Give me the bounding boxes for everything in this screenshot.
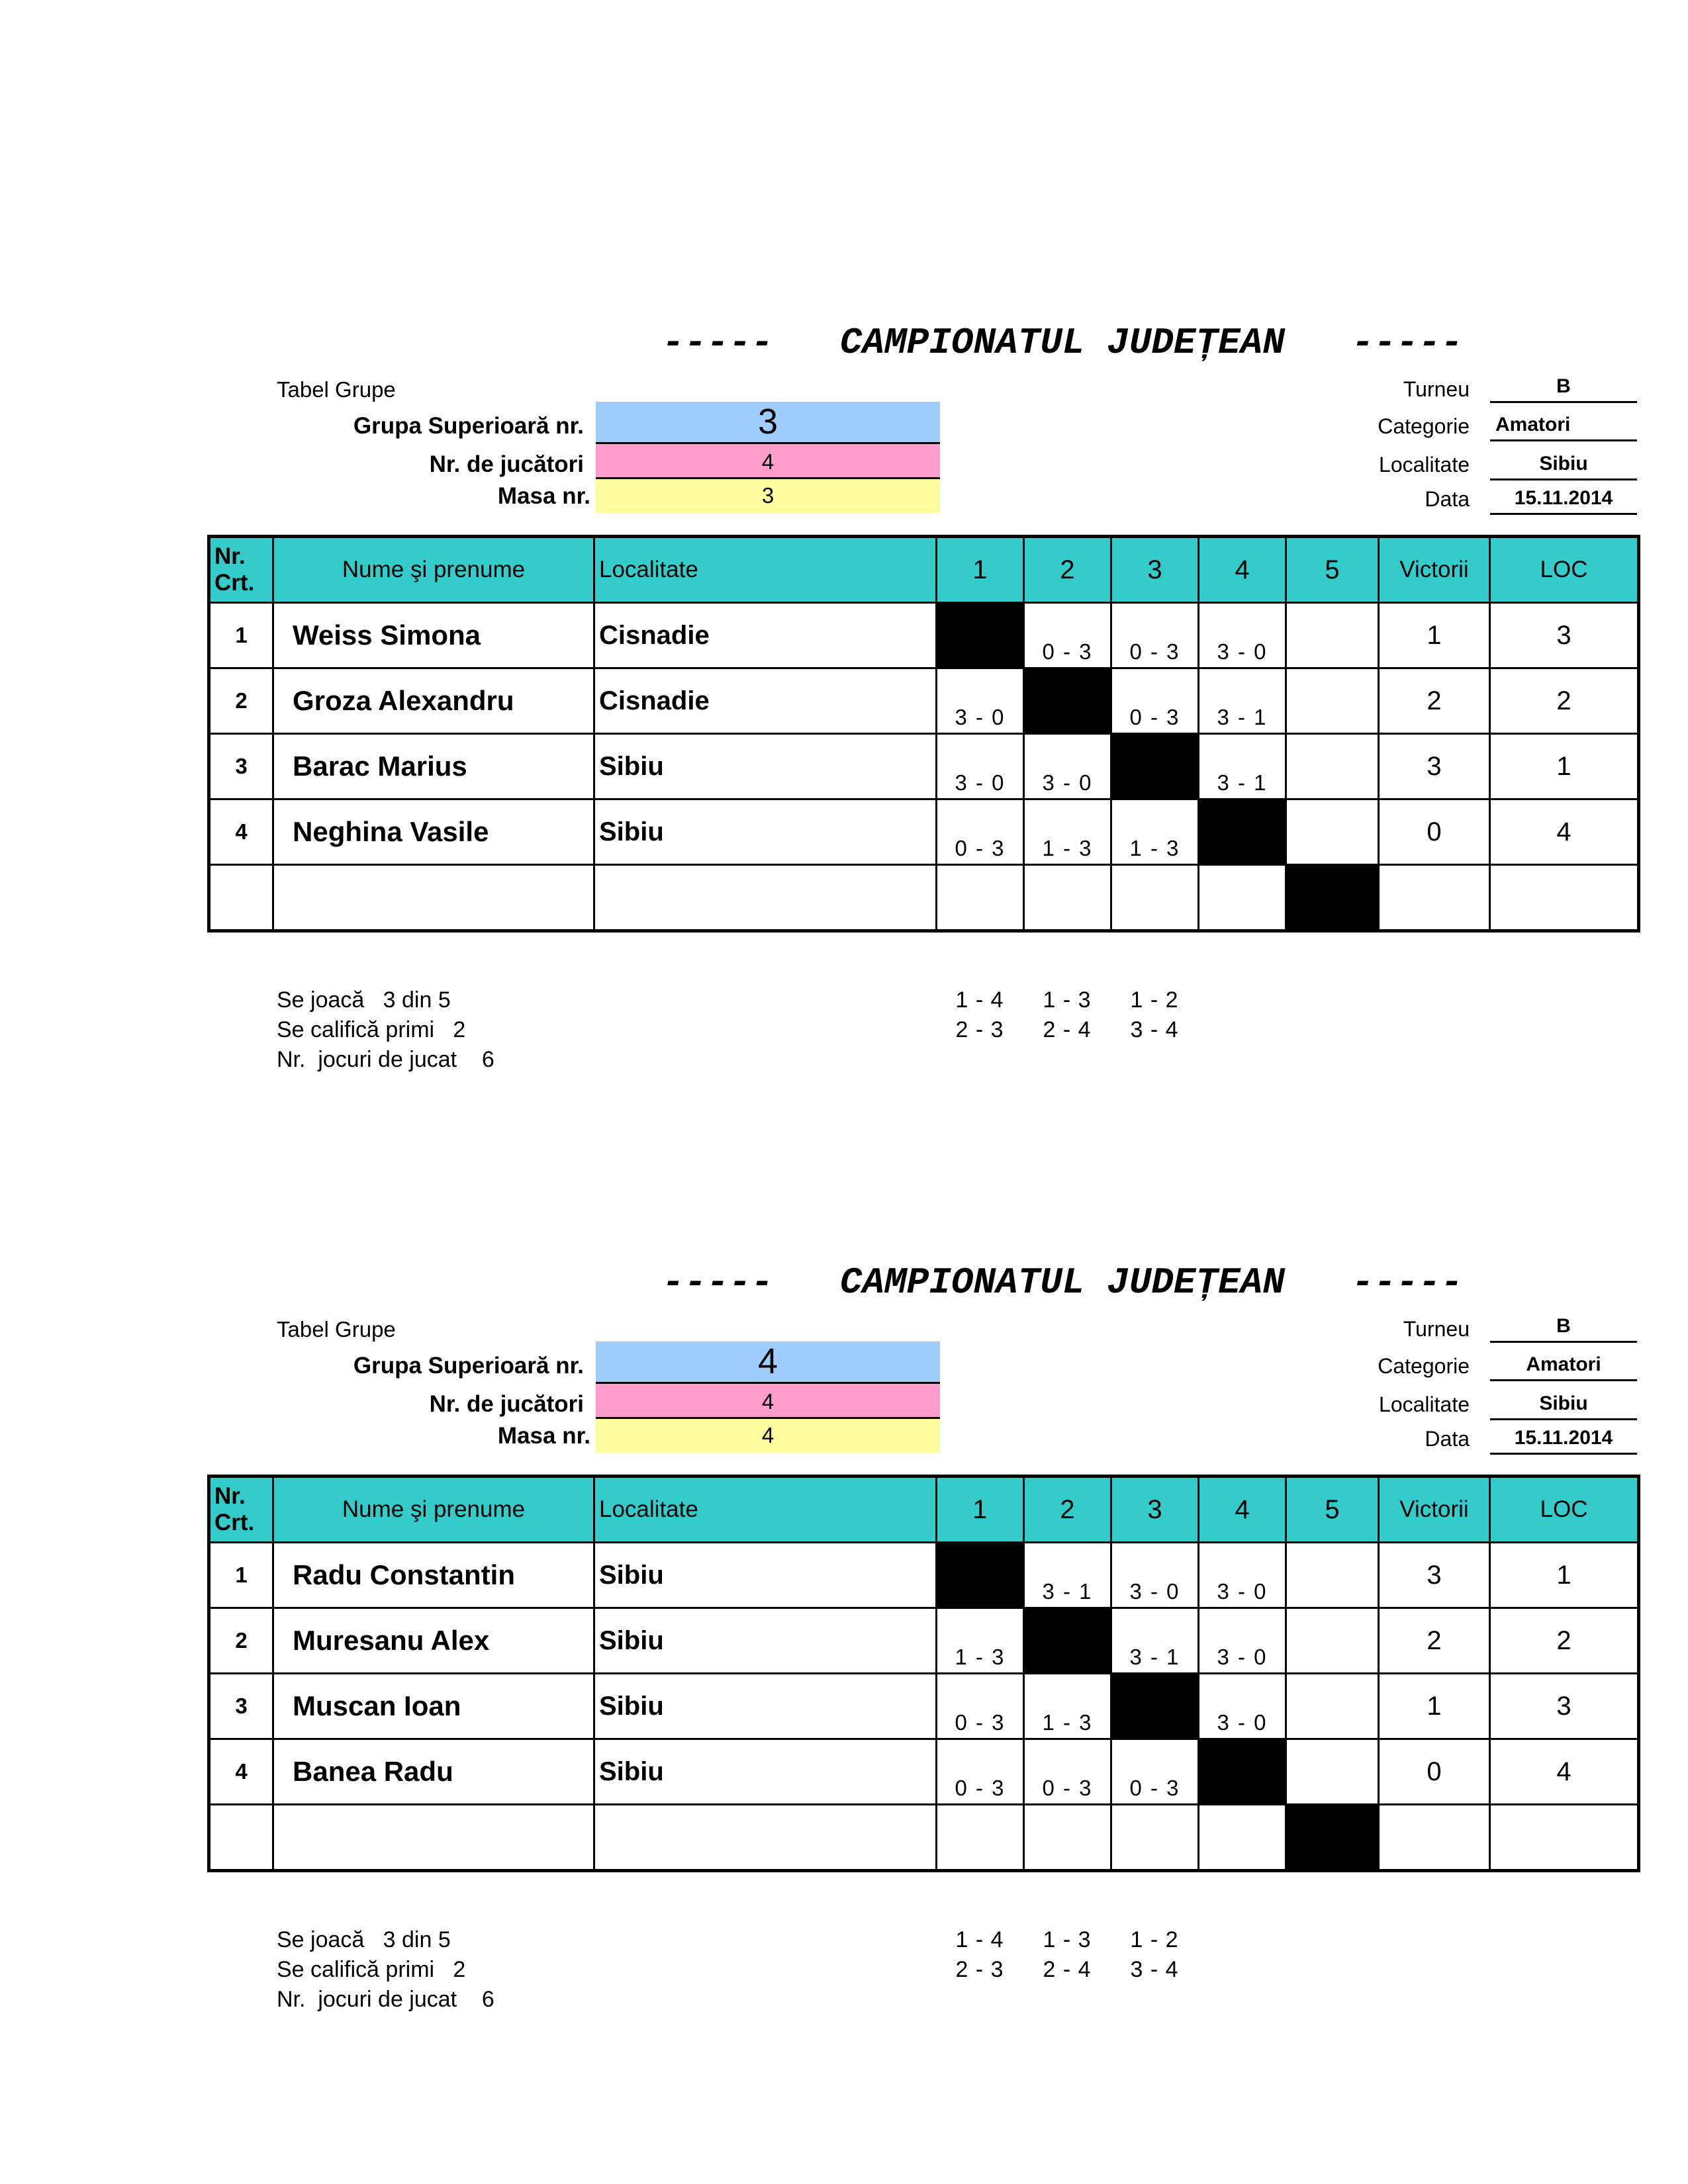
player-locality xyxy=(594,865,937,931)
place-cell: 4 xyxy=(1490,1739,1639,1805)
categorie-label: Categorie xyxy=(1378,414,1470,438)
self-match-cell xyxy=(937,603,1024,668)
row-index: 1 xyxy=(209,1543,273,1608)
place-cell: 2 xyxy=(1490,1608,1639,1674)
place-cell: 3 xyxy=(1490,1674,1639,1739)
player-locality: Cisnadie xyxy=(594,603,937,668)
score-cell: 0 - 3 xyxy=(1024,1739,1111,1805)
score-cell: 3 - 0 xyxy=(937,668,1024,734)
players-count-field: 4 xyxy=(596,444,940,479)
players-count-field: 4 xyxy=(596,1384,940,1419)
score-cell: 3 - 0 xyxy=(937,734,1024,799)
results-table xyxy=(207,1475,1640,1872)
player-locality: Sibiu xyxy=(594,1739,937,1805)
localitate-value: Sibiu xyxy=(1490,1389,1637,1420)
pairing: 1 - 2 xyxy=(1130,1927,1179,1952)
player-locality: Sibiu xyxy=(594,1608,937,1674)
score-cell: 0 - 3 xyxy=(1024,603,1111,668)
player-name: Banea Radu xyxy=(273,1739,594,1805)
score-cell: 3 - 1 xyxy=(1024,1543,1111,1608)
players-label: Nr. de jucători xyxy=(429,451,584,477)
place-cell: 3 xyxy=(1490,603,1639,668)
wins-cell: 2 xyxy=(1379,668,1490,734)
header-col-4: 4 xyxy=(1199,1477,1286,1543)
score-cell xyxy=(1111,1805,1199,1871)
player-locality: Sibiu xyxy=(594,1674,937,1739)
data-label: Data xyxy=(1425,487,1470,511)
place-cell: 1 xyxy=(1490,1543,1639,1608)
table-row xyxy=(209,734,1639,799)
tabel-grupe-label: Tabel Grupe xyxy=(277,1317,396,1342)
header-col-1: 1 xyxy=(937,537,1024,603)
header-nr-crt: Nr. Crt. xyxy=(209,1477,273,1543)
header-col-5: 5 xyxy=(1286,537,1379,603)
table-number-field: 3 xyxy=(596,479,940,513)
wins-cell: 0 xyxy=(1379,1739,1490,1805)
table-row xyxy=(209,799,1639,865)
table-row xyxy=(209,1739,1639,1805)
player-locality: Sibiu xyxy=(594,734,937,799)
header-locality: Localitate xyxy=(594,537,937,603)
player-name: Muresanu Alex xyxy=(273,1608,594,1674)
wins-cell: 3 xyxy=(1379,734,1490,799)
score-cell xyxy=(1286,668,1379,734)
self-match-cell xyxy=(937,1543,1024,1608)
player-name xyxy=(273,1805,594,1871)
score-cell: 0 - 3 xyxy=(1111,1739,1199,1805)
pairing: 1 - 2 xyxy=(1130,987,1179,1013)
localitate-label: Localitate xyxy=(1379,453,1470,477)
player-locality: Sibiu xyxy=(594,799,937,865)
place-cell xyxy=(1490,865,1639,931)
group-block-1 xyxy=(0,0,1688,1072)
player-name: Barac Marius xyxy=(273,734,594,799)
table-header-row xyxy=(209,537,1639,603)
table-row xyxy=(209,1608,1639,1674)
data-value: 15.11.2014 xyxy=(1490,484,1637,515)
score-cell: 3 - 0 xyxy=(1199,1608,1286,1674)
footer-qualify: Se califică primi 2 xyxy=(277,1017,466,1042)
score-cell xyxy=(1286,603,1379,668)
players-label: Nr. de jucători xyxy=(429,1391,584,1417)
pairing: 2 - 4 xyxy=(1043,1017,1092,1042)
header-name: Nume şi prenume xyxy=(273,537,594,603)
turneu-value: B xyxy=(1490,1312,1637,1343)
header-place: LOC xyxy=(1490,537,1639,603)
group-label: Grupa Superioară nr. xyxy=(353,413,584,439)
pairing: 1 - 4 xyxy=(955,987,1004,1013)
categorie-value: Amatori xyxy=(1490,1350,1637,1381)
header-col-1: 1 xyxy=(937,1477,1024,1543)
self-match-cell xyxy=(1024,668,1111,734)
wins-cell: 2 xyxy=(1379,1608,1490,1674)
wins-cell: 0 xyxy=(1379,799,1490,865)
table-number-field: 4 xyxy=(596,1419,940,1453)
score-cell: 0 - 3 xyxy=(937,799,1024,865)
score-cell: 3 - 0 xyxy=(1199,603,1286,668)
player-name: Neghina Vasile xyxy=(273,799,594,865)
score-cell xyxy=(937,1805,1024,1871)
header-col-2: 2 xyxy=(1024,537,1111,603)
turneu-label: Turneu xyxy=(1403,377,1470,401)
header-col-3: 3 xyxy=(1111,537,1199,603)
place-cell: 4 xyxy=(1490,799,1639,865)
pairing: 2 - 3 xyxy=(955,1957,1004,1982)
header-col-2: 2 xyxy=(1024,1477,1111,1543)
categorie-label: Categorie xyxy=(1378,1354,1470,1378)
table-row xyxy=(209,668,1639,734)
score-cell: 0 - 3 xyxy=(1111,668,1199,734)
row-index: 2 xyxy=(209,668,273,734)
self-match-cell xyxy=(1286,1805,1379,1871)
row-index: 2 xyxy=(209,1608,273,1674)
pairing: 2 - 4 xyxy=(1043,1957,1092,1982)
score-cell: 3 - 0 xyxy=(1111,1543,1199,1608)
score-cell: 3 - 0 xyxy=(1199,1674,1286,1739)
score-cell: 1 - 3 xyxy=(1024,799,1111,865)
row-index xyxy=(209,1805,273,1871)
group-block-2 xyxy=(0,940,1688,2012)
self-match-cell xyxy=(1111,734,1199,799)
footer-games-format: Se joacă 3 din 5 xyxy=(277,987,451,1013)
group-number-field: 4 xyxy=(596,1342,940,1384)
wins-cell: 1 xyxy=(1379,1674,1490,1739)
header-col-3: 3 xyxy=(1111,1477,1199,1543)
data-label: Data xyxy=(1425,1427,1470,1451)
score-cell xyxy=(1199,865,1286,931)
self-match-cell xyxy=(1199,799,1286,865)
header-locality: Localitate xyxy=(594,1477,937,1543)
data-value: 15.11.2014 xyxy=(1490,1424,1637,1455)
place-cell: 2 xyxy=(1490,668,1639,734)
self-match-cell xyxy=(1199,1739,1286,1805)
header-place: LOC xyxy=(1490,1477,1639,1543)
score-cell xyxy=(1111,865,1199,931)
header-nr-crt: Nr. Crt. xyxy=(209,537,273,603)
row-index: 3 xyxy=(209,734,273,799)
footer-games-format: Se joacă 3 din 5 xyxy=(277,1927,451,1952)
self-match-cell xyxy=(1286,865,1379,931)
score-cell: 3 - 0 xyxy=(1199,1543,1286,1608)
table-row-empty xyxy=(209,1805,1639,1871)
self-match-cell xyxy=(1024,1608,1111,1674)
score-cell xyxy=(1286,734,1379,799)
place-cell xyxy=(1490,1805,1639,1871)
row-index: 1 xyxy=(209,603,273,668)
table-header-row xyxy=(209,1477,1639,1543)
score-cell: 0 - 3 xyxy=(937,1739,1024,1805)
header-wins: Victorii xyxy=(1379,1477,1490,1543)
pairing: 1 - 3 xyxy=(1043,1927,1092,1952)
table-row xyxy=(209,1674,1639,1739)
pairing: 1 - 4 xyxy=(955,1927,1004,1952)
score-cell: 1 - 3 xyxy=(937,1608,1024,1674)
score-cell xyxy=(1286,1739,1379,1805)
score-cell: 0 - 3 xyxy=(937,1674,1024,1739)
player-name: Radu Constantin xyxy=(273,1543,594,1608)
wins-cell xyxy=(1379,865,1490,931)
localitate-value: Sibiu xyxy=(1490,449,1637,480)
table-row xyxy=(209,1543,1639,1608)
player-locality: Cisnadie xyxy=(594,668,937,734)
score-cell: 1 - 3 xyxy=(1111,799,1199,865)
header-wins: Victorii xyxy=(1379,537,1490,603)
self-match-cell xyxy=(1111,1674,1199,1739)
score-cell xyxy=(1286,799,1379,865)
table-row xyxy=(209,603,1639,668)
pairing: 3 - 4 xyxy=(1130,1017,1179,1042)
page-title: ----- CAMPIONATUL JUDEȚEAN ----- xyxy=(662,322,1463,364)
pairing: 1 - 3 xyxy=(1043,987,1092,1013)
score-cell xyxy=(1286,1543,1379,1608)
score-cell xyxy=(1199,1805,1286,1871)
row-index: 4 xyxy=(209,799,273,865)
results-table xyxy=(207,535,1640,933)
turneu-value: B xyxy=(1490,372,1637,403)
pairing: 3 - 4 xyxy=(1130,1957,1179,1982)
group-label: Grupa Superioară nr. xyxy=(353,1353,584,1379)
score-cell: 3 - 0 xyxy=(1024,734,1111,799)
score-cell xyxy=(1024,1805,1111,1871)
header-col-5: 5 xyxy=(1286,1477,1379,1543)
page-title: ----- CAMPIONATUL JUDEȚEAN ----- xyxy=(662,1261,1463,1304)
localitate-label: Localitate xyxy=(1379,1392,1470,1416)
player-name: Weiss Simona xyxy=(273,603,594,668)
score-cell: 3 - 1 xyxy=(1111,1608,1199,1674)
pairings-row-2 xyxy=(936,1957,1198,1983)
row-index xyxy=(209,865,273,931)
categorie-value: Amatori xyxy=(1490,410,1637,441)
group-number-field: 3 xyxy=(596,402,940,444)
wins-cell: 3 xyxy=(1379,1543,1490,1608)
row-index: 3 xyxy=(209,1674,273,1739)
score-cell xyxy=(1024,865,1111,931)
table-label: Masa nr. xyxy=(497,483,590,509)
score-cell: 3 - 1 xyxy=(1199,668,1286,734)
row-index: 4 xyxy=(209,1739,273,1805)
score-cell xyxy=(937,865,1024,931)
player-name: Muscan Ioan xyxy=(273,1674,594,1739)
wins-cell: 1 xyxy=(1379,603,1490,668)
player-locality xyxy=(594,1805,937,1871)
score-cell xyxy=(1286,1674,1379,1739)
player-name: Groza Alexandru xyxy=(273,668,594,734)
score-cell: 3 - 1 xyxy=(1199,734,1286,799)
place-cell: 1 xyxy=(1490,734,1639,799)
table-label: Masa nr. xyxy=(497,1423,590,1449)
player-name xyxy=(273,865,594,931)
header-name: Nume şi prenume xyxy=(273,1477,594,1543)
score-cell xyxy=(1286,1608,1379,1674)
footer-qualify: Se califică primi 2 xyxy=(277,1957,466,1982)
player-locality: Sibiu xyxy=(594,1543,937,1608)
turneu-label: Turneu xyxy=(1403,1317,1470,1341)
pairings-row-1 xyxy=(936,1927,1198,1953)
table-row-empty xyxy=(209,865,1639,931)
score-cell: 0 - 3 xyxy=(1111,603,1199,668)
footer-games-count: Nr. jocuri de jucat 6 xyxy=(277,1987,494,2012)
header-col-4: 4 xyxy=(1199,537,1286,603)
footer-games-count: Nr. jocuri de jucat 6 xyxy=(277,1047,494,1072)
tabel-grupe-label: Tabel Grupe xyxy=(277,377,396,402)
pairing: 2 - 3 xyxy=(955,1017,1004,1042)
score-cell: 1 - 3 xyxy=(1024,1674,1111,1739)
wins-cell xyxy=(1379,1805,1490,1871)
